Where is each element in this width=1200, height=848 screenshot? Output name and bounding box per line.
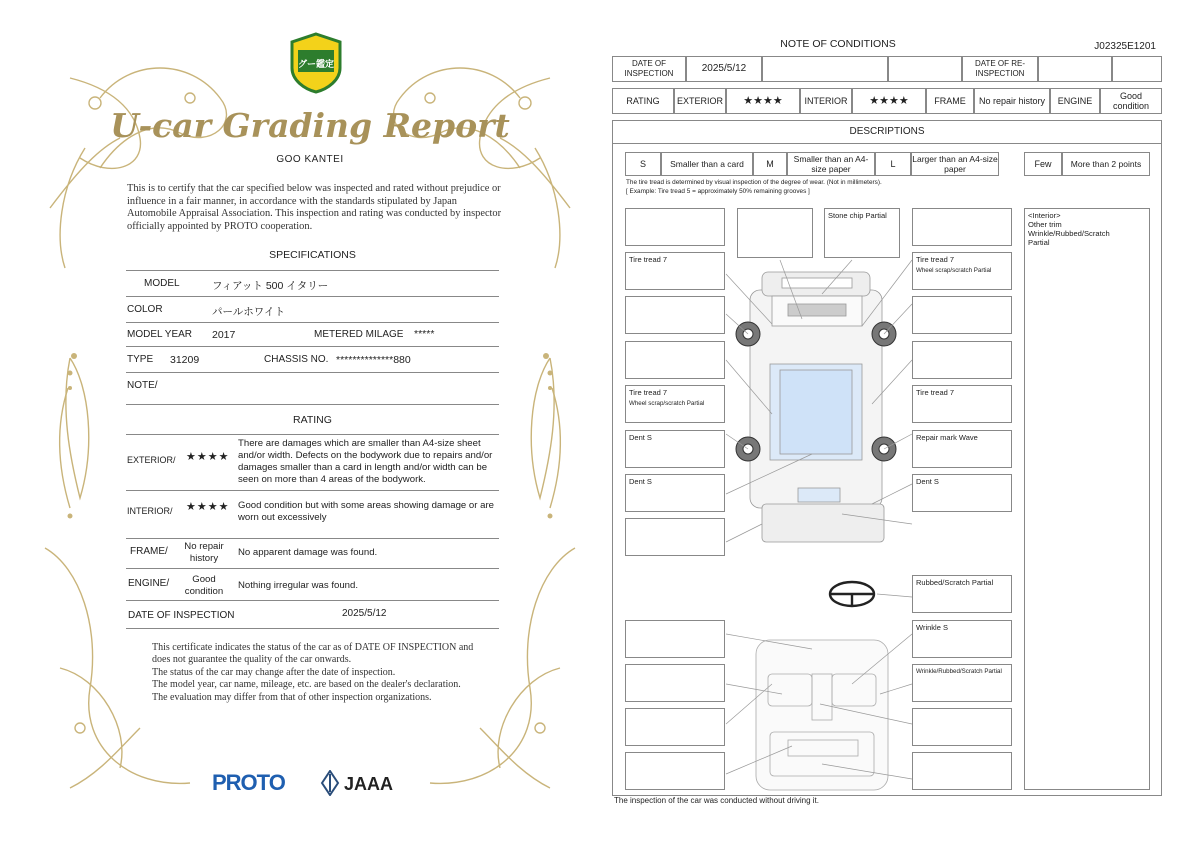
report-title: U-car Grading Report — [110, 106, 510, 145]
exterior-stars: ★★★★ — [726, 88, 800, 114]
rating-heading: RATING — [293, 414, 332, 426]
inspection-date-label: DATE OF INSPECTION — [128, 610, 235, 621]
model-year-label: MODEL YEAR — [127, 329, 193, 340]
divider — [126, 346, 499, 347]
damage-text: Wrinkle S — [916, 623, 948, 632]
exterior-description: There are damages which are smaller than A4-size sheet and/or width. Defects on the bodywork due to repairs and/or damages smaller than a card in length and/or width can be seen on more than 4 areas of the bodywork. — [238, 438, 493, 485]
badge-text: グー鑑定 — [297, 59, 334, 69]
inspection-caption: The inspection of the car was conducted without driving it. — [614, 796, 819, 805]
damage-box — [912, 385, 1012, 423]
divider — [126, 490, 499, 491]
damage-box — [824, 208, 900, 258]
divider — [126, 270, 499, 271]
exterior-label: EXTERIOR — [674, 88, 726, 114]
damage-text: Dent S — [629, 477, 652, 486]
disclaimer-line: The status of the car may change after the date of inspection. — [152, 666, 396, 678]
divider — [126, 404, 499, 405]
damage-box — [912, 708, 1012, 746]
interior-stars: ★★★★ — [852, 88, 926, 114]
legend-l-desc: Larger than an A4-size paper — [912, 153, 998, 174]
date-reinspection-label: DATE OF RE-INSPECTION — [962, 56, 1038, 82]
grading-certificate — [40, 28, 580, 818]
exterior-stars: ★★★★ — [186, 451, 230, 463]
damage-text: Dent S — [916, 477, 939, 486]
damage-box — [625, 708, 725, 746]
frame-value: No repair history — [974, 88, 1050, 114]
frame-value: No repair history — [184, 541, 224, 564]
disclaimer-line: The evaluation may differ from that of other inspection organizations. — [152, 691, 432, 703]
engine-label: ENGINE — [1050, 88, 1100, 114]
engine-description: Nothing irregular was found. — [238, 580, 358, 591]
damage-box — [625, 296, 725, 334]
damage-box — [625, 385, 725, 423]
divider — [126, 372, 499, 373]
inspection-date-value: 2025/5/12 — [342, 608, 387, 619]
damage-box — [625, 664, 725, 702]
tread-example: [ Example: Tire tread 5 = approximately 50% remaining grooves ] — [626, 188, 810, 195]
divider — [126, 568, 499, 569]
legend-s: S — [625, 152, 661, 176]
damage-text: Tire tread 7 — [629, 388, 668, 397]
divider — [126, 538, 499, 539]
damage-text: Stone chip Partial — [828, 211, 887, 220]
damage-box — [625, 752, 725, 790]
proto-logo-text: PROTO — [212, 770, 285, 795]
engine-label: ENGINE/ — [128, 578, 170, 589]
frame-description: No apparent damage was found. — [238, 547, 378, 558]
disclaimer-line: The model year, car name, mileage, etc. are based on the dealer's declaration. — [152, 679, 461, 691]
legend-s-desc: Smaller than a card — [661, 152, 753, 176]
certification-statement: This is to certify that the car specified below was inspected and rated without prejudice or influence in a fair manner, in accordance with the standards stipulated by Japan Automobile Appraisal Association. This inspection and rating was conducted by inspector officially appointed by PROTO cooperation. — [127, 183, 502, 232]
damage-box — [625, 208, 725, 246]
damage-box — [912, 474, 1012, 512]
specifications-heading: SPECIFICATIONS — [269, 249, 356, 261]
model-label: MODEL — [144, 278, 180, 289]
damage-box — [912, 208, 1012, 246]
damage-box — [625, 430, 725, 468]
descriptions-heading: DESCRIPTIONS — [612, 120, 1162, 144]
damage-text: Dent S — [629, 433, 652, 442]
engine-value: Good condition — [1100, 88, 1162, 114]
model-value: フィアット 500 イタリー — [212, 280, 329, 292]
frame-label: FRAME — [926, 88, 974, 114]
damage-box — [912, 252, 1012, 290]
divider — [126, 296, 499, 297]
model-year-value: 2017 — [212, 329, 236, 341]
type-label: TYPE — [127, 354, 154, 365]
interior-description: Good condition but with some areas showing damage or are worn out excessively — [238, 500, 494, 523]
interior-label: INTERIOR/ — [127, 506, 173, 516]
legend-l: L — [875, 152, 911, 176]
disclaimer-line: This certificate indicates the status of the car as of DATE OF INSPECTION and does not guarantee the quality of the car onwards. — [152, 642, 474, 666]
legend-m-desc: Smaller than an A4-size paper — [787, 152, 875, 176]
divider — [126, 322, 499, 323]
chassis-value: **************880 — [336, 354, 411, 366]
damage-subtext: Wheel scrap/scratch Partial — [916, 267, 992, 274]
legend-few: Few — [1024, 152, 1062, 176]
damage-box — [912, 752, 1012, 790]
legend-m: M — [753, 152, 787, 176]
mileage-value: ***** — [414, 328, 435, 340]
damage-box — [912, 430, 1012, 468]
type-value: 31209 — [170, 354, 200, 366]
engine-value: Good condition — [184, 574, 224, 597]
interior-notes-panel: <Interior> Other trim Wrinkle/Rubbed/Scratch Partial — [1024, 208, 1150, 790]
color-label: COLOR — [127, 304, 163, 315]
damage-box — [737, 208, 813, 258]
divider — [126, 600, 499, 601]
rating-label: RATING — [612, 88, 674, 114]
damage-subtext: Wheel scrap/scratch Partial — [629, 400, 705, 407]
legend-few-desc: More than 2 points — [1062, 152, 1150, 176]
damage-box — [912, 664, 1012, 702]
exterior-label: EXTERIOR/ — [127, 455, 176, 465]
date-inspection-value: 2025/5/12 — [686, 56, 762, 82]
divider — [126, 628, 499, 629]
damage-text: Rubbed/Scratch Partial — [916, 578, 994, 587]
damage-box — [912, 296, 1012, 334]
jaaa-emblem-icon — [320, 770, 340, 796]
tread-note: The tire tread is determined by visual inspection of the degree of wear. (Not in millimeters). — [626, 179, 882, 186]
damage-box — [625, 518, 725, 556]
interior-label: INTERIOR — [800, 88, 852, 114]
damage-box — [625, 252, 725, 290]
damage-box — [625, 474, 725, 512]
damage-text: Tire tread 7 — [916, 388, 955, 397]
damage-box — [912, 575, 1012, 613]
report-subtitle: GOO KANTEI — [276, 154, 344, 165]
damage-box — [625, 341, 725, 379]
note-label: NOTE/ — [127, 380, 158, 391]
damage-text: Repair mark Wave — [916, 433, 978, 442]
document-number: J02325E1201 — [1094, 41, 1156, 52]
proto-logo — [212, 770, 285, 796]
damage-text: Tire tread 7 — [629, 255, 668, 264]
damage-box — [912, 620, 1012, 658]
color-value: パールホワイト — [212, 306, 285, 318]
interior-stars: ★★★★ — [186, 501, 230, 513]
damage-text: Tire tread 7 — [916, 255, 955, 264]
date-inspection-label: DATE OF INSPECTION — [612, 56, 686, 82]
chassis-label: CHASSIS NO. — [264, 354, 329, 365]
damage-text: Wrinkle/Rubbed/Scratch Partial — [916, 668, 1002, 675]
damage-box — [625, 620, 725, 658]
damage-box — [912, 341, 1012, 379]
disclaimer — [152, 642, 482, 704]
noc-title: NOTE OF CONDITIONS — [780, 38, 896, 50]
frame-label: FRAME/ — [130, 546, 168, 557]
mileage-label: METERED MILAGE — [314, 329, 404, 340]
divider — [126, 434, 499, 435]
note-of-conditions — [612, 34, 1164, 814]
jaaa-logo: JAAA — [344, 774, 394, 794]
footer-logos — [212, 768, 412, 798]
